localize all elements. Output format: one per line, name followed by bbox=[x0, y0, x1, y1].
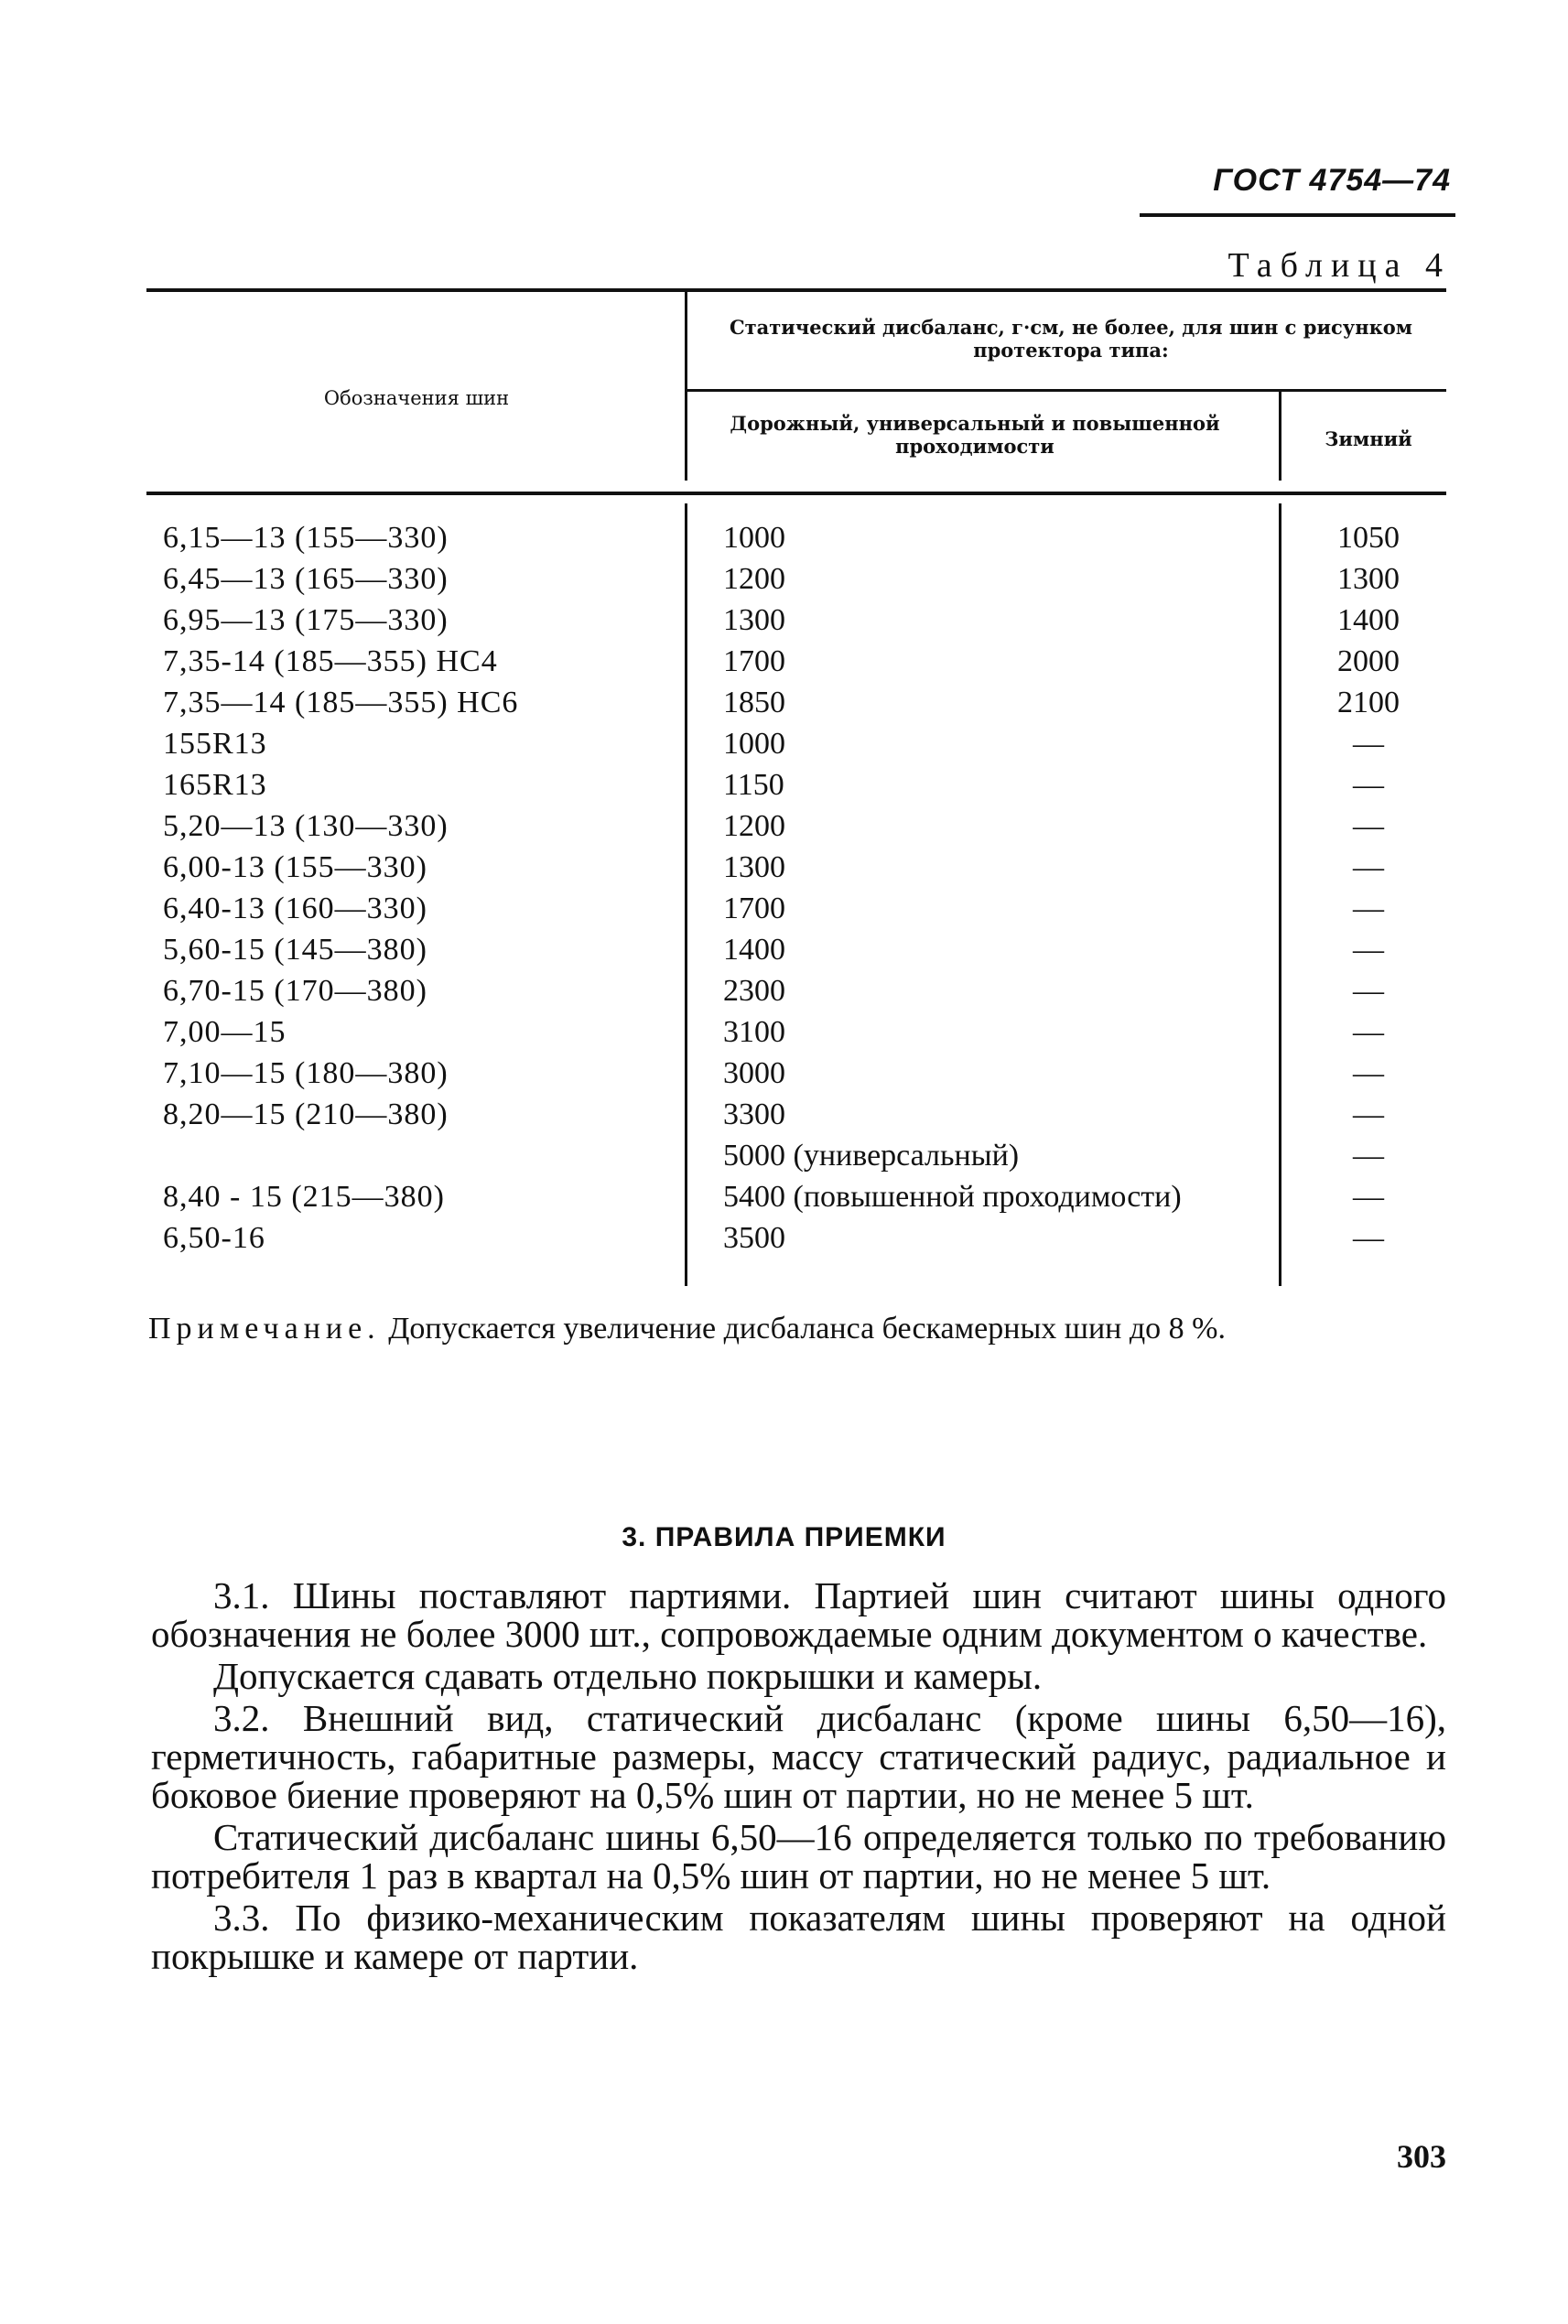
winter-value-cell: — bbox=[1353, 1056, 1384, 1090]
road-value-cell: 1700 bbox=[723, 644, 785, 678]
winter-value-cell: — bbox=[1353, 768, 1384, 802]
tire-designation-cell: 6,00-13 (155—330) bbox=[163, 850, 427, 884]
paragraph-separate-delivery: Допускается сдавать отдельно покрышки и камеры. bbox=[213, 1655, 1043, 1697]
road-value-cell: 3500 bbox=[723, 1221, 785, 1255]
road-value-cell: 1300 bbox=[723, 850, 785, 884]
table-subheader-rule bbox=[687, 389, 1446, 392]
tire-designation-cell: 8,20—15 (210—380) bbox=[163, 1097, 449, 1131]
imbalance-table bbox=[146, 288, 1446, 1286]
paragraph-3-3: 3.3. По физико-механическим показателям шины проверяют на одной покрышке и камере от партии. bbox=[151, 1897, 1446, 1977]
tire-designation-cell: 155R13 bbox=[163, 727, 267, 761]
winter-column bbox=[1291, 517, 1446, 1259]
winter-value-cell: — bbox=[1353, 1015, 1384, 1049]
road-value-cell: 1400 bbox=[723, 933, 785, 967]
column-group-header: Статический дисбаланс, г·см, не более, для шин с рисунком протектора типа: bbox=[729, 316, 1413, 362]
winter-value-cell: 1300 bbox=[1337, 562, 1400, 596]
road-value-cell: 1000 bbox=[723, 521, 785, 555]
table-caption: Таблица 4 bbox=[1227, 246, 1451, 285]
paragraph-3-2: 3.2. Внешний вид, статический дисбаланс (кроме шины 6,50—16), герметичность, габаритные размеры, массу статический радиус, радиальное и боковое биение проверяют на 0,5% шин от партии, но не менее 5 шт. bbox=[151, 1697, 1446, 1816]
winter-value-cell: — bbox=[1353, 1180, 1384, 1214]
winter-value-cell: — bbox=[1353, 933, 1384, 967]
tire-designation-cell: 5,60-15 (145—380) bbox=[163, 933, 427, 967]
road-value-cell: 5000 (универсальный) bbox=[723, 1139, 1020, 1173]
paragraph-3-1: 3.1. Шины поставляют партиями. Партией шин считают шины одного обозначения не более 3000 шт., сопровождаемые одним документом о качестве. bbox=[151, 1574, 1446, 1655]
note-text: Допускается увеличение дисбаланса бескамерных шин до 8 %. bbox=[388, 1312, 1226, 1346]
column-header-winter: Зимний bbox=[1325, 427, 1412, 450]
winter-value-cell: — bbox=[1353, 850, 1384, 884]
table-top-rule bbox=[146, 288, 1446, 292]
winter-value-cell: — bbox=[1353, 1097, 1384, 1131]
table-col-divider-1-body bbox=[685, 503, 687, 1286]
tire-designation-cell: 6,50-16 bbox=[163, 1221, 265, 1255]
road-value-cell: 3100 bbox=[723, 1015, 785, 1049]
road-value-cell: 1300 bbox=[723, 603, 785, 637]
road-value-cell: 5400 (повышенной проходимости) bbox=[723, 1180, 1182, 1214]
road-value-cell: 1700 bbox=[723, 892, 785, 925]
note-label: Примечание. bbox=[148, 1312, 381, 1346]
road-value-cell: 3000 bbox=[723, 1056, 785, 1090]
winter-value-cell: — bbox=[1353, 1139, 1384, 1173]
column-header-designation: Обозначения шин bbox=[323, 387, 510, 409]
tire-designation-cell: 6,40-13 (160—330) bbox=[163, 892, 427, 925]
road-value-cell: 1150 bbox=[723, 768, 784, 802]
road-column bbox=[723, 517, 1309, 1259]
header-rule bbox=[1140, 213, 1455, 217]
road-value-cell: 1000 bbox=[723, 727, 785, 761]
tire-designation-cell: 6,70-15 (170—380) bbox=[163, 974, 427, 1008]
tire-designation-cell bbox=[163, 1135, 676, 1176]
document-code: ГОСТ 4754—74 bbox=[1213, 163, 1451, 198]
tire-designation-cell: 6,15—13 (155—330) bbox=[163, 521, 449, 555]
table-header-bottom-rule bbox=[146, 492, 1446, 495]
column-header-road: Дорожный, универсальный и повышенной проходимости bbox=[730, 412, 1220, 458]
tire-designation-cell: 8,40 - 15 (215—380) bbox=[163, 1180, 445, 1214]
winter-value-cell: — bbox=[1353, 892, 1384, 925]
page-number: 303 bbox=[1397, 2138, 1446, 2175]
section-body bbox=[151, 1576, 1446, 1979]
road-value-cell: 1200 bbox=[723, 562, 785, 596]
tire-designation-cell: 5,20—13 (130—330) bbox=[163, 809, 449, 843]
table-note bbox=[148, 1311, 1448, 1347]
winter-value-cell: — bbox=[1353, 727, 1384, 761]
tire-designation-cell: 6,45—13 (165—330) bbox=[163, 562, 449, 596]
tire-designation-cell: 165R13 bbox=[163, 768, 267, 802]
winter-value-cell: 1400 bbox=[1337, 603, 1400, 637]
paragraph-static-imbalance: Статический дисбаланс шины 6,50—16 определяется только по требованию потребителя 1 раз в квартал на 0,5% шин от партии, но не менее 5 шт. bbox=[151, 1816, 1446, 1897]
tire-designation-cell: 7,00—15 bbox=[163, 1015, 287, 1049]
designation-column bbox=[163, 517, 676, 1259]
tire-designation-cell: 7,35-14 (185—355) НС4 bbox=[163, 644, 498, 678]
winter-value-cell: 2000 bbox=[1337, 644, 1400, 678]
tire-designation-cell: 7,35—14 (185—355) НС6 bbox=[163, 686, 519, 719]
road-value-cell: 1850 bbox=[723, 686, 785, 719]
winter-value-cell: — bbox=[1353, 974, 1384, 1008]
winter-value-cell: — bbox=[1353, 809, 1384, 843]
road-value-cell: 3300 bbox=[723, 1097, 785, 1131]
table-col-divider-1 bbox=[685, 292, 687, 481]
winter-value-cell: 2100 bbox=[1337, 686, 1400, 719]
section-title: 3. ПРАВИЛА ПРИЕМКИ bbox=[622, 1522, 946, 1552]
road-value-cell: 1200 bbox=[723, 809, 785, 843]
road-value-cell: 2300 bbox=[723, 974, 785, 1008]
tire-designation-cell: 6,95—13 (175—330) bbox=[163, 603, 449, 637]
tire-designation-cell: 7,10—15 (180—380) bbox=[163, 1056, 449, 1090]
winter-value-cell: 1050 bbox=[1337, 521, 1400, 555]
table-col-divider-2 bbox=[1279, 389, 1281, 481]
winter-value-cell: — bbox=[1353, 1221, 1384, 1255]
